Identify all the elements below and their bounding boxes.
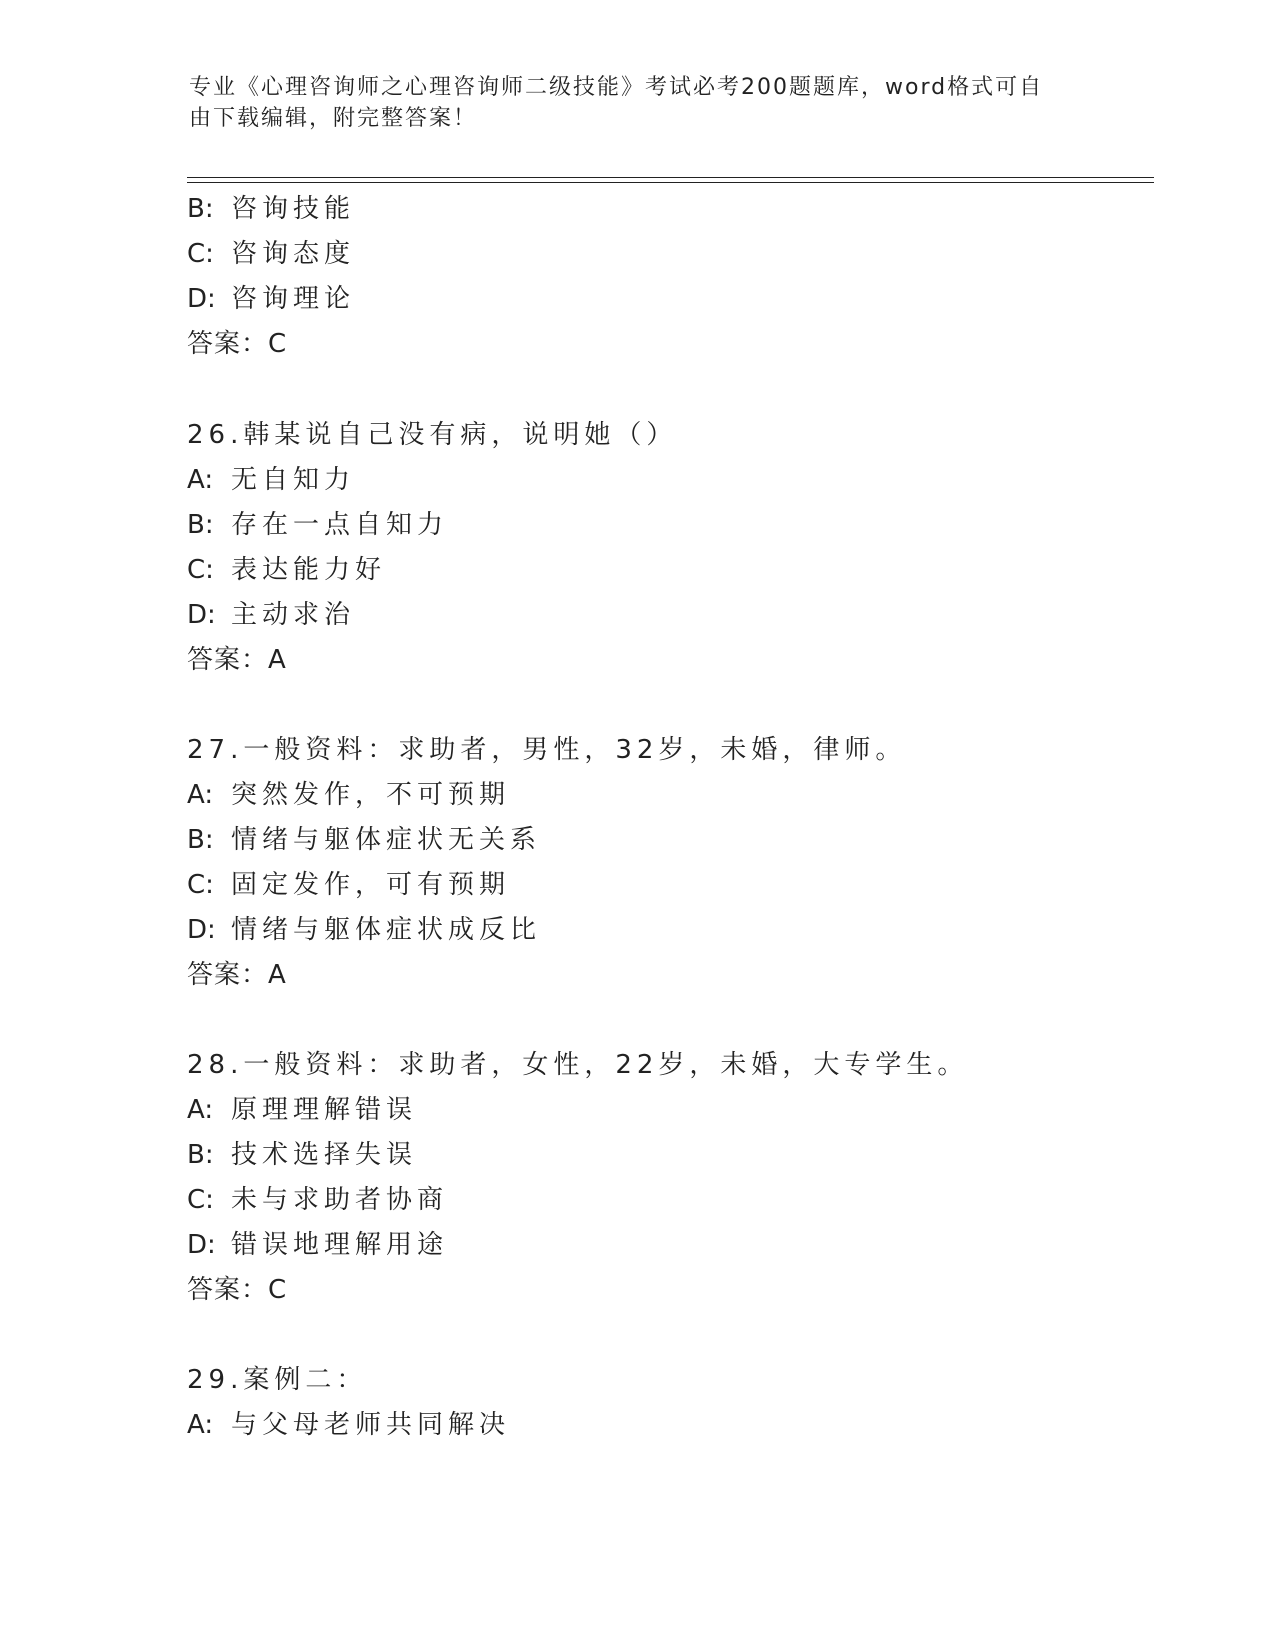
document-header (189, 72, 1069, 134)
option-key: B: (187, 1140, 214, 1170)
header-line-2: 由下载编辑，附完整答案！ (189, 106, 478, 131)
option-a (187, 778, 510, 812)
option-key: C: (187, 239, 214, 269)
option-text: 与父母老师共同解决 (231, 1410, 511, 1440)
option-key: A: (187, 1410, 214, 1440)
option-key: A: (187, 465, 214, 495)
option-b (187, 508, 448, 542)
option-text: 原理理解错误 (231, 1095, 418, 1125)
question-stem: 27.一般资料：求助者，男性，32岁，未婚，律师。 (187, 735, 907, 765)
option-key: D: (187, 1230, 216, 1260)
option-d (187, 913, 541, 947)
option-key: C: (187, 870, 214, 900)
option-text: 突然发作，不可预期 (231, 780, 511, 810)
answer: 答案：A (187, 645, 287, 675)
option-text: 技术选择失误 (231, 1140, 418, 1170)
option-key: D: (187, 915, 216, 945)
option-c (187, 237, 355, 271)
option-text: 无自知力 (231, 465, 356, 495)
option-key: D: (187, 284, 216, 314)
option-b (187, 192, 355, 226)
option-key: A: (187, 1095, 214, 1125)
option-text: 表达能力好 (231, 555, 387, 585)
option-c (187, 868, 510, 902)
answer: 答案：C (187, 329, 288, 359)
option-text: 咨询态度 (231, 239, 356, 269)
question-stem: 29.案例二： (187, 1365, 368, 1395)
answer: 答案：C (187, 1275, 288, 1305)
option-d (187, 1228, 448, 1262)
option-key: B: (187, 825, 214, 855)
option-c (187, 1183, 448, 1217)
question-stem: 26.韩某说自己没有病，说明她（） (187, 420, 678, 450)
option-text: 存在一点自知力 (231, 510, 449, 540)
question-stem: 28.一般资料：求助者，女性，22岁，未婚，大专学生。 (187, 1050, 969, 1080)
option-text: 情绪与躯体症状成反比 (231, 915, 542, 945)
option-key: C: (187, 1185, 214, 1215)
option-text: 错误地理解用途 (231, 1230, 449, 1260)
option-b (187, 823, 541, 857)
option-text: 主动求治 (231, 600, 356, 630)
header-divider-top (187, 177, 1154, 178)
header-line-1: 专业《心理咨询师之心理咨询师二级技能》考试必考200题题库，word格式可自 (189, 75, 1044, 100)
option-key: B: (187, 510, 214, 540)
option-d (187, 282, 355, 316)
option-text: 咨询理论 (231, 284, 356, 314)
option-text: 情绪与躯体症状无关系 (231, 825, 542, 855)
option-text: 固定发作，可有预期 (231, 870, 511, 900)
answer: 答案：A (187, 960, 287, 990)
option-key: B: (187, 194, 214, 224)
option-a (187, 1408, 510, 1442)
option-d (187, 598, 355, 632)
option-b (187, 1138, 417, 1172)
header-divider-bottom (187, 182, 1154, 183)
option-a (187, 463, 355, 497)
option-text: 咨询技能 (231, 194, 356, 224)
option-key: A: (187, 780, 214, 810)
option-key: C: (187, 555, 214, 585)
option-text: 未与求助者协商 (231, 1185, 449, 1215)
option-c (187, 553, 386, 587)
option-key: D: (187, 600, 216, 630)
option-a (187, 1093, 417, 1127)
